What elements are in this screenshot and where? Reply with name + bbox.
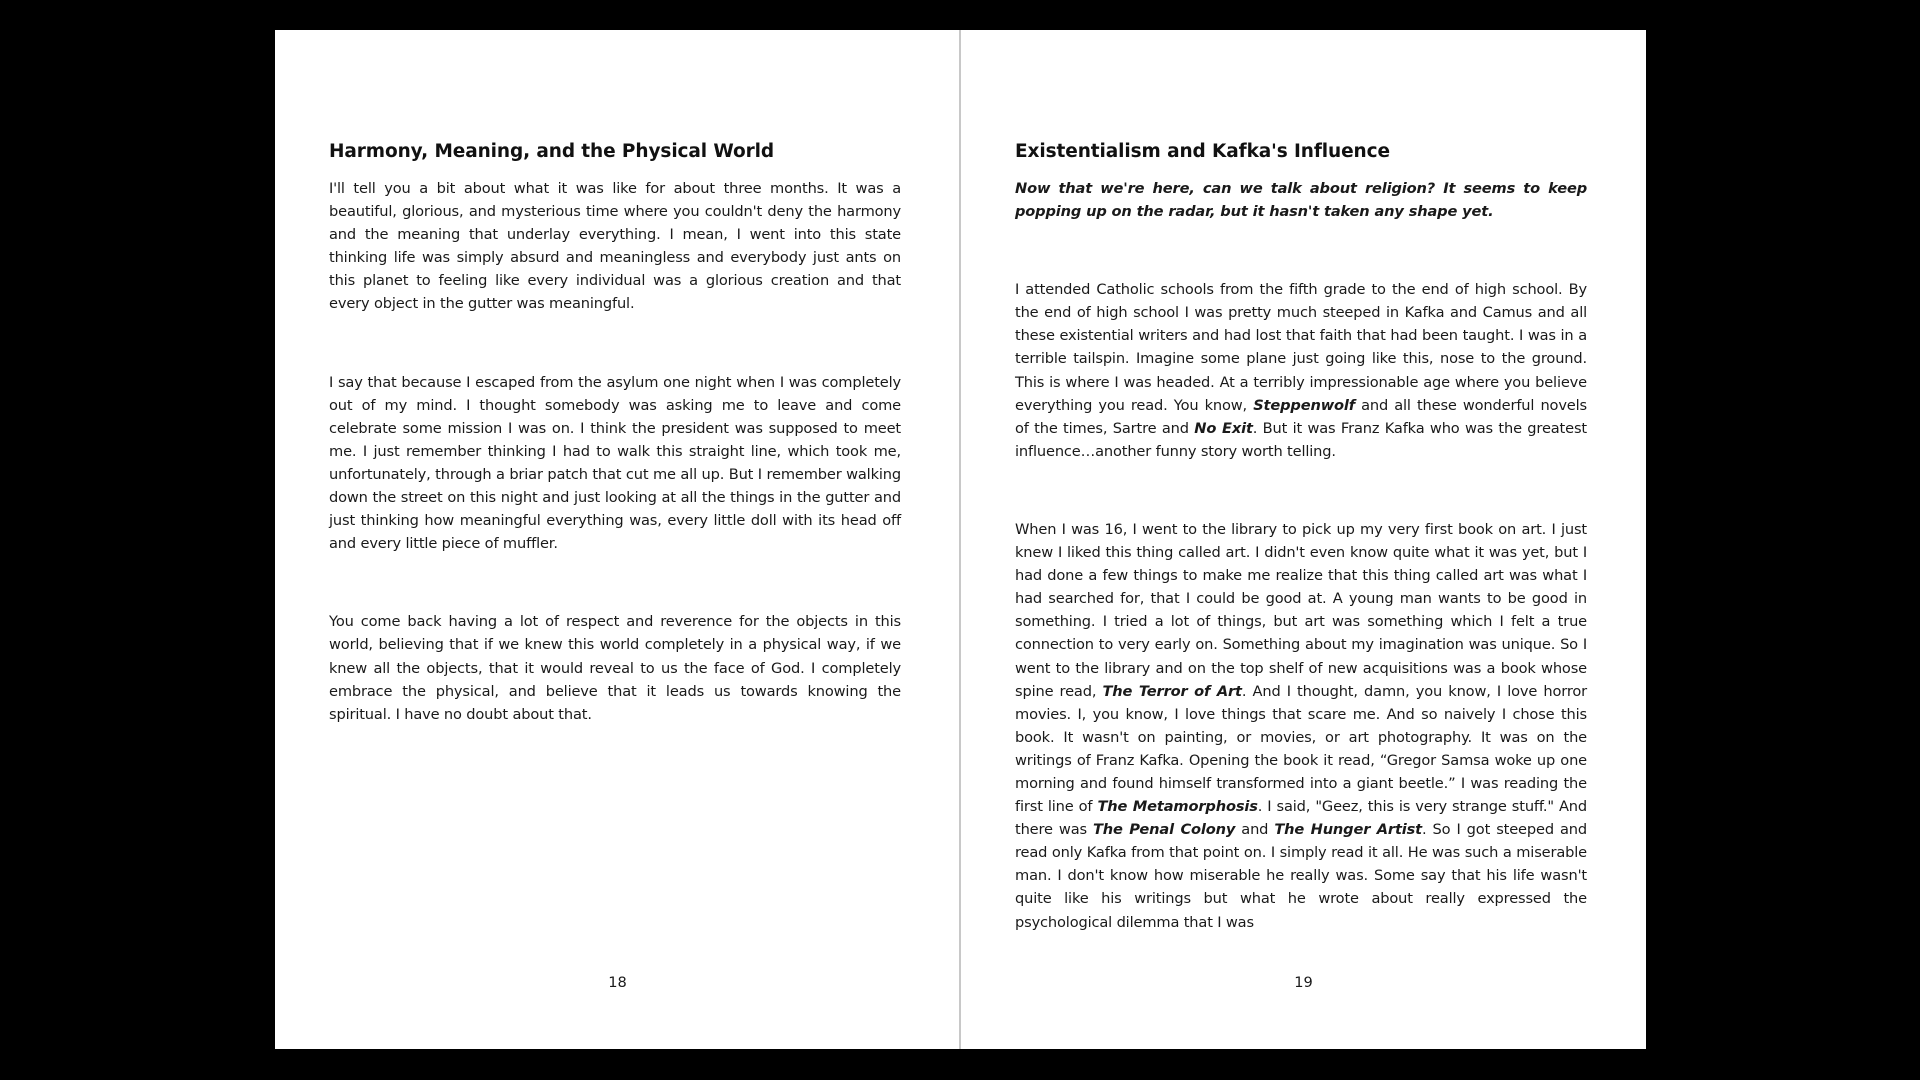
left-page-number: 18 xyxy=(608,974,627,991)
left-page-content xyxy=(329,140,901,781)
text-run: . I said, "Geez, this is very strange stuff." And there was xyxy=(1015,798,1588,839)
title-metamorphosis: The Metamorphosis xyxy=(1097,798,1258,816)
book-spread xyxy=(275,30,1646,1049)
right-page-heading: Existentialism and Kafka's Influence xyxy=(1015,141,1390,162)
interview-question: Now that we're here, can we talk about religion? It seems to keep popping up on the radar, but it hasn't taken any shape yet. xyxy=(1015,180,1587,221)
title-hunger-artist: The Hunger Artist xyxy=(1274,821,1422,839)
right-page xyxy=(961,30,1646,1049)
text-run: . But it was Franz Kafka who was the greatest influence…another funny story worth telling. xyxy=(1015,419,1587,460)
right-page-content xyxy=(1015,140,1587,989)
right-paragraph-2 xyxy=(1015,518,1587,934)
title-no-exit: No Exit xyxy=(1194,419,1253,437)
text-run: and xyxy=(1235,821,1275,839)
right-paragraph-1 xyxy=(1015,278,1587,463)
title-terror-of-art: The Terror of Art xyxy=(1102,682,1242,700)
title-penal-colony: The Penal Colony xyxy=(1093,821,1236,839)
left-page xyxy=(275,30,960,1049)
title-steppenwolf: Steppenwolf xyxy=(1253,396,1355,414)
text-run: When I was 16, I went to the library to pick up my very first book on art. I just knew I liked this thing called art. I didn't even know quite what it was yet, but I had done a few things to make me realize that this thing called art was what I had searched for, that I could be good at. A young man wants to be good in something. I tried a lot of things, but art was something which I felt a true connection to very early on. Something about my imagination was unique. So I went to the library and on the top shelf of new acquisitions was a book whose spine read, xyxy=(1015,520,1587,700)
left-paragraph-1: I'll tell you a bit about what it was like for about three months. It was a beautiful, glorious, and mysterious time where you couldn't deny the harmony and the meaning that underlay everything. I mean, I went into this state thinking life was simply absurd and meaningless and everybody just ants on this planet to feeling like every individual was a glorious creation and that every object in the gutter was meaningful. xyxy=(329,180,901,313)
text-run: . So I got steeped and read only Kafka from that point on. I simply read it all. He was such a miserable man. I don't know how miserable he really was. Some say that his life wasn't quite like his writings but what he wrote about really expressed the psychological dilemma that I was xyxy=(1015,821,1587,931)
text-run: . And I thought, damn, you know, I love horror movies. I, you know, I love things that scare me. And so naively I chose this book. It wasn't on painting, or movies, or art photography. It was on the writings of Franz Kafka. Opening the book it read, “Gregor Samsa woke up one morning and found himself transformed into a giant beetle.” I was reading the first line of xyxy=(1015,682,1587,816)
right-page-number: 19 xyxy=(1294,974,1313,991)
left-paragraph-2: I say that because I escaped from the asylum one night when I was completely out of my mind. I thought somebody was asking me to leave and come celebrate some mission I was on. I think the president was supposed to meet me. I just remember thinking I had to walk this straight line, which took me, unfortunately, through a briar patch that cut me all up. But I remember walking down the street on this night and just looking at all the things in the gutter and just thinking how meaningful everything was, every little doll with its head off and every little piece of muffler. xyxy=(329,373,901,553)
text-run: and all these wonderful novels of the times, Sartre and xyxy=(1015,396,1587,437)
left-page-heading: Harmony, Meaning, and the Physical World xyxy=(329,141,775,162)
left-paragraph-3: You come back having a lot of respect and reverence for the objects in this world, believing that if we knew this world completely in a physical way, if we knew all the objects, that it would reveal to us the face of God. I completely embrace the physical, and believe that it leads us towards knowing the spiritual. I have no doubt about that. xyxy=(329,613,901,723)
text-run: I attended Catholic schools from the fifth grade to the end of high school. By the end of high school I was pretty much steeped in Kafka and Camus and all these existential writers and had lost that faith that had been taught. I was in a terrible tailspin. Imagine some plane just going like this, nose to the ground. This is where I was headed. At a terribly impressionable age where you believe everything you read. You know, xyxy=(1015,281,1587,414)
